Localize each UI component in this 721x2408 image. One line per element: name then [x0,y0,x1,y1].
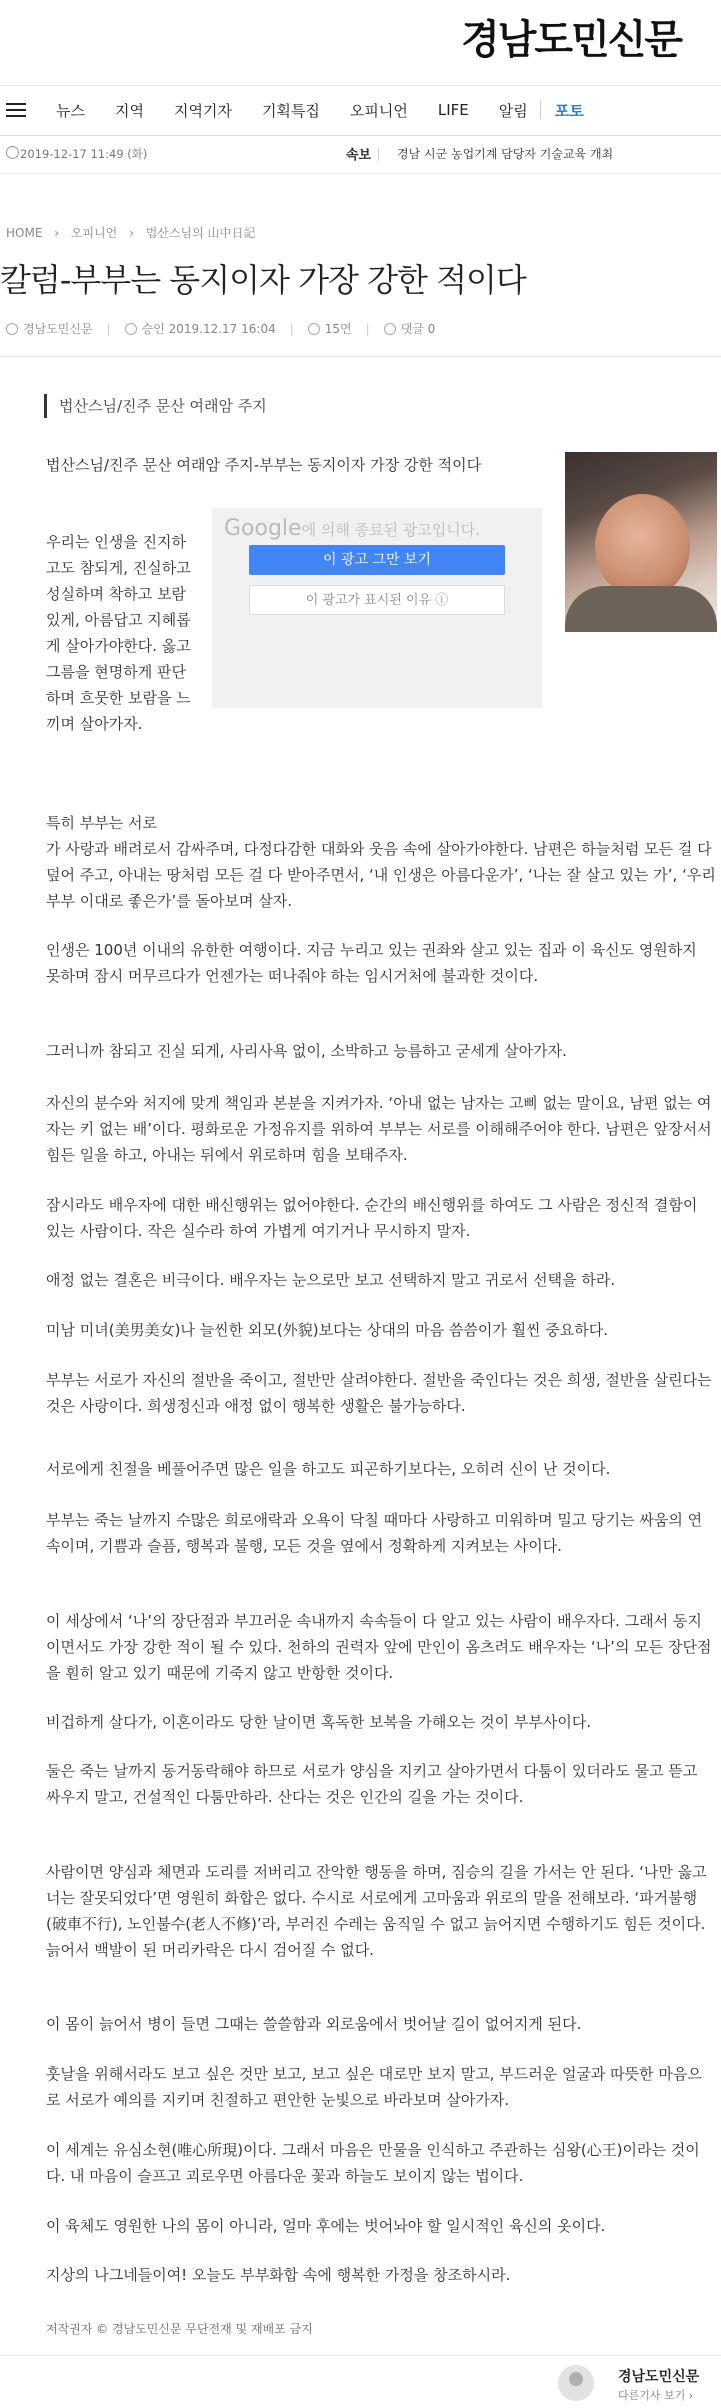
paragraph: 자신의 분수와 처지에 맞게 책임과 본분을 지켜가자. ‘아내 없는 남자는 고삐 없는 말이요, 남편 없는 여자는 키 없는 배’이다. 평화로운 가정유지를 위하여 부부는 서로를 이해해주어야 한다. 남편은 앞장서서 힘든 일을 하고, 아내는 뒤에서 위로하며 힘을 보태주자. [46,1094,712,1164]
breadcrumb-home[interactable]: HOME [6,226,43,240]
breaking-news-label: 속보 [346,148,372,163]
info-bar [0,135,721,174]
article-page: 15면 [324,322,352,336]
nav-item-special[interactable]: 기획특집 [261,101,320,120]
lead-paragraph: 우리는 인생을 진지하고도 참되게, 진실하고 성실하며 착하고 보람 있게, 아름답고 지혜롭게 살아가야한다. 옳고 그름을 현명하게 판단하며 흐뭇한 보람을 느끼며 살아가자. [46,533,191,733]
breadcrumb-separator: › [129,226,134,240]
meta-divider: | [365,321,370,336]
site-header [0,0,721,86]
nav-divider [540,101,541,119]
paragraph: 이 세계는 유심소현(唯心所現)이다. 그래서 마음은 만물을 인식하고 주관하는 심왕(心王)이라는 것이다. 내 마음이 슬프고 괴로우면 아름다운 꽃과 하늘도 보이지 않는 법이다. [46,2141,700,2185]
breadcrumb [6,224,264,241]
nav-item-region[interactable]: 지역 [114,101,144,120]
chevron-right-icon: › [688,2389,694,2402]
breadcrumb-separator: › [54,226,60,240]
author-robe [565,586,717,632]
infobar-divider [378,148,379,161]
newspaper-icon [308,323,320,335]
comment-count[interactable]: 댓글 0 [400,322,436,336]
breaking-news-headline[interactable]: 경남 시군 농업기계 담당자 기술교육 개최 [397,147,614,161]
paragraph: 이 세상에서 ‘나’의 장단점과 부끄러운 속내까지 속속들이 다 알고 있는 사람이 배우자다. 그래서 동지이면서도 가장 강한 적이 될 수 있다. 천하의 권력자 앞에 만인이 옴츠려도 배우자는 ‘나’의 모든 장단점을 훤히 알고 있기 때문에 기죽지 않고 반항한 것이다. [46,1612,712,1682]
paragraph: 둘은 죽는 날까지 동거동락해야 하므로 서로가 양심을 지키고 살아가면서 다툼이 있더라도 물고 뜯고 싸우지 말고, 건설적인 다툼만하라. 산다는 것은 인간의 길을 가는 것이다. [46,1762,698,1806]
site-logo[interactable]: 경남도민신문 [461,17,681,63]
article-title: 칼럼-부부는 동지이자 가장 강한 적이다 [0,261,526,299]
paragraph: 그러니까 참되고 진실 되게, 사리사욕 없이, 소박하고 능름하고 굳세게 살아가자. [46,1042,567,1060]
stop-ad-button[interactable]: 이 광고 그만 보기 [249,545,505,575]
nav-item-opinion[interactable]: 오피니언 [349,101,408,120]
author-photo [565,452,717,632]
paragraph: 인생은 100년 이내의 유한한 여행이다. 지금 누리고 있는 권좌와 살고 있는 집과 이 육신도 영원하지 못하며 잠시 머무르다가 언젠가는 떠나줘야 하는 임시거처에 불과한 것이다. [46,941,697,985]
clock-icon [6,146,19,159]
paragraph: 사람이면 양심과 체면과 도리를 저버리고 잔악한 행동을 하며, 짐승의 길을 가서는 안 된다. ‘나만 옳고 너는 잘못되었다’면 영원히 화합은 없다. 수시로 서로에게 고마움과 위로의 말을 전해보라. ‘파거불행(破車不行), 노인불수(老人不修)’라, 부러진 수레는 움직일 수 없고 늙어지면 수행하기도 힘든 것이다. 늙어서 백발이 된 머리카락은 다시 검어질 수 없다. [46,1863,707,1959]
paragraph: 이 육체도 영원한 나의 몸이 아니라, 얼마 후에는 벗어놔야 할 일시적인 육신의 옷이다. [46,2217,606,2235]
paragraph: 가 사랑과 배려로서 감싸주며, 다정다감한 대화와 웃음 속에 살아가야한다. 남편은 하늘처럼 모든 걸 다 덮어 주고, 아내는 땅처럼 모든 걸 다 받아주면서, ‘내 인생은 아름다운가’, ‘나는 잘 살고 있는 가’, ‘우리부부 이대로 좋은가’를 돌아보며 살자. [46,840,716,910]
user-icon [6,323,18,335]
comment-icon [384,323,396,335]
google-logo: Google [224,516,302,541]
paragraph: 지상의 나그네들이여! 오늘도 부부화합 속에 행복한 가정을 창조하시라. [46,2266,511,2284]
reporter-bar [0,2355,721,2408]
menu-icon[interactable] [6,99,26,121]
paragraph: 애정 없는 결혼은 비극이다. 배우자는 눈으로만 보고 선택하지 말고 귀로서 선택을 하라. [46,1271,616,1289]
current-date: 2019-12-17 11:49 (화) [20,147,148,161]
breadcrumb-opinion[interactable]: 오피니언 [70,226,118,240]
reporter-name: 경남도민신문 [618,2369,700,2385]
nav-item-photo[interactable]: 포토 [554,101,584,120]
nav-item-region-reporter[interactable]: 지역기자 [173,101,232,120]
ad-notice: Google에 의해 종료된 광고입니다. [224,516,481,541]
paragraph: 잠시라도 배우자에 대한 배신행위는 없어야한다. 순간의 배신행위를 하여도 그 사람은 정신적 결함이 있는 사람이다. 작은 실수라 하여 가볍게 여기거나 무시하지 말자. [46,1196,698,1240]
divider [0,356,721,357]
author-face [595,494,690,599]
nav-item-news[interactable]: 뉴스 [56,101,85,120]
nav-item-notice[interactable]: 알림 [498,101,528,120]
copyright-notice: 저작권자 © 경남도민신문 무단전재 및 재배포 금지 [46,2322,313,2336]
meta-divider: | [289,321,294,336]
meta-divider: | [106,321,111,336]
paragraph: 부부는 죽는 날까지 수많은 희로애락과 오욕이 닥칠 때마다 사랑하고 미워하며 밀고 당기는 싸움의 연속이며, 기쁨과 슬픔, 행복과 불행, 모든 것을 옆에서 정확하게 지켜보는 사이다. [46,1511,703,1555]
clock-icon [125,323,137,335]
main-nav [0,85,721,136]
info-icon: ⓘ [435,593,449,608]
paragraph-start: 특히 부부는 서로 [46,814,157,832]
paragraph: 이 몸이 늙어서 병이 들면 그때는 쓸쓸함과 외로움에서 벗어날 길이 없어지게 된다. [46,2015,582,2033]
intro-paragraph: 법산스님/진주 문산 여래암 주지-부부는 동지이자 가장 강한 적이다 [46,456,482,474]
ad-box [212,508,542,708]
article-subtitle: 법산스님/진주 문산 여래암 주지 [44,394,267,418]
article-author: 경남도민신문 [23,322,93,336]
article-date: 승인 2019.12.17 16:04 [141,322,276,336]
paragraph: 서로에게 친절을 베풀어주면 많은 일을 하고도 피곤하기보다는, 오히려 신이 난 것이다. [46,1460,611,1478]
article-meta [6,320,435,337]
paragraph: 훗날을 위해서라도 보고 싶은 것만 보고, 보고 싶은 대로만 보지 말고, 부드러운 얼굴과 따뜻한 마음으로 서로가 예의를 지키며 친절하고 편안한 눈빛으로 바라보며 살아가자. [46,2065,702,2109]
why-ad-button[interactable]: 이 광고가 표시된 이유 ⓘ [249,585,505,615]
paragraph: 비겁하게 살다가, 이혼이라도 당한 날이면 혹독한 보복을 가해오는 것이 부부사이다. [46,1713,592,1731]
breadcrumb-column[interactable]: 법산스님의 山中日記 [145,226,256,240]
paragraph: 미남 미녀(美男美女)나 늘씬한 외모(外貌)보다는 상대의 마음 씀씀이가 훨씬 중요하다. [46,1321,609,1339]
more-articles-link[interactable]: 다른기사 보기 › [618,2389,694,2402]
paragraph: 부부는 서로가 자신의 절반을 죽이고, 절반만 살려야한다. 절반을 죽인다는 것은 희생, 절반을 살린다는 것은 사랑이다. 희생정신과 애정 없이 행복한 생활은 불가능하다. [46,1371,712,1415]
avatar [558,2365,594,2401]
nav-item-life[interactable]: LIFE [437,101,469,119]
